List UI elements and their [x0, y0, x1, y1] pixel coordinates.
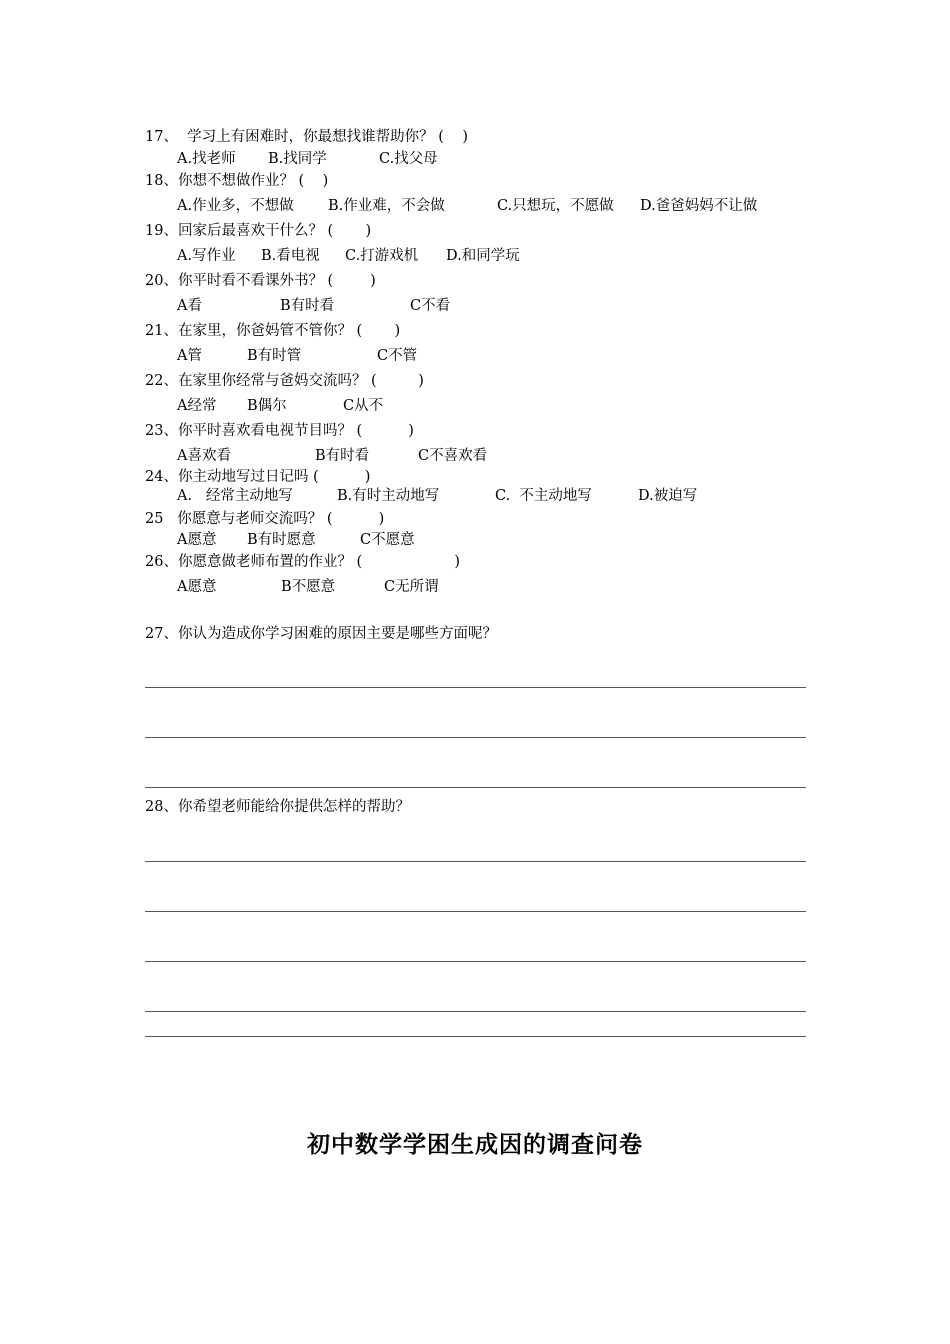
option-24-c: C. 不主动地写: [495, 488, 592, 504]
option-22-c: C从不: [343, 398, 384, 414]
option-20-c: C不看: [410, 298, 451, 314]
option-18-b: B.作业难，不会做: [328, 198, 445, 214]
option-20-b: B有时看: [280, 298, 335, 314]
answer-line[interactable]: [145, 787, 806, 788]
option-26-b: B不愿意: [281, 579, 336, 595]
option-25-c: C不愿意: [360, 532, 415, 548]
question-19: 19、回家后最喜欢干什么？ ( ): [145, 223, 372, 239]
option-22-b: B偶尔: [247, 398, 287, 414]
open-question-28: 28、你希望老师能给你提供怎样的帮助？: [145, 799, 410, 815]
option-25-a: A愿意: [177, 532, 217, 548]
option-19-b: B.看电视: [261, 248, 320, 264]
answer-line[interactable]: [145, 737, 806, 738]
option-23-c: C不喜欢看: [418, 448, 488, 464]
answer-line[interactable]: [145, 911, 806, 912]
question-25: 25 你愿意与老师交流吗？ ( ): [145, 511, 385, 527]
option-18-a: A.作业多，不想做: [177, 198, 294, 214]
option-20-a: A看: [177, 298, 202, 314]
option-19-c: C.打游戏机: [345, 248, 419, 264]
option-23-b: B有时看: [315, 448, 370, 464]
question-26: 26、你愿意做老师布置的作业？ ( ): [145, 554, 461, 570]
option-26-a: A愿意: [177, 579, 217, 595]
option-22-a: A经常: [177, 398, 217, 414]
answer-line[interactable]: [145, 1036, 806, 1037]
question-21: 21、在家里，你爸妈管不管你？ ( ): [145, 323, 401, 339]
question-17: 17、 学习上有困难时，你最想找谁帮助你？ ( ): [145, 129, 469, 145]
option-17-a: A.找老师: [177, 151, 236, 167]
option-24-d: D.被迫写: [638, 488, 698, 504]
question-22: 22、在家里你经常与爸妈交流吗？ ( ): [145, 373, 424, 389]
option-26-c: C无所谓: [384, 579, 439, 595]
answer-line[interactable]: [145, 861, 806, 862]
answer-line[interactable]: [145, 961, 806, 962]
option-21-c: C不管: [377, 348, 418, 364]
option-21-a: A管: [177, 348, 202, 364]
option-25-b: B有时愿意: [247, 532, 316, 548]
option-21-b: B有时管: [247, 348, 302, 364]
option-24-a: A. 经常主动地写: [177, 488, 293, 504]
option-19-a: A.写作业: [177, 248, 236, 264]
question-18: 18、你想不想做作业？ ( ): [145, 173, 329, 189]
questionnaire-title: 初中数学学困生成因的调查问卷: [307, 1131, 643, 1158]
open-question-27: 27、你认为造成你学习困难的原因主要是哪些方面呢？: [145, 626, 497, 642]
option-19-d: D.和同学玩: [446, 248, 520, 264]
question-20: 20、你平时看不看课外书？ ( ): [145, 273, 376, 289]
option-23-a: A喜欢看: [177, 448, 231, 464]
option-17-c: C.找父母: [379, 151, 438, 167]
question-24: 24、你主动地写过日记吗 ( ): [145, 469, 371, 485]
option-17-b: B.找同学: [268, 151, 327, 167]
option-24-b: B.有时主动地写: [337, 488, 440, 504]
option-18-c: C.只想玩，不愿做: [497, 198, 614, 214]
option-18-d: D.爸爸妈妈不让做: [640, 198, 758, 214]
answer-line[interactable]: [145, 1011, 806, 1012]
question-23: 23、你平时喜欢看电视节目吗？ ( ): [145, 423, 414, 439]
answer-line[interactable]: [145, 687, 806, 688]
